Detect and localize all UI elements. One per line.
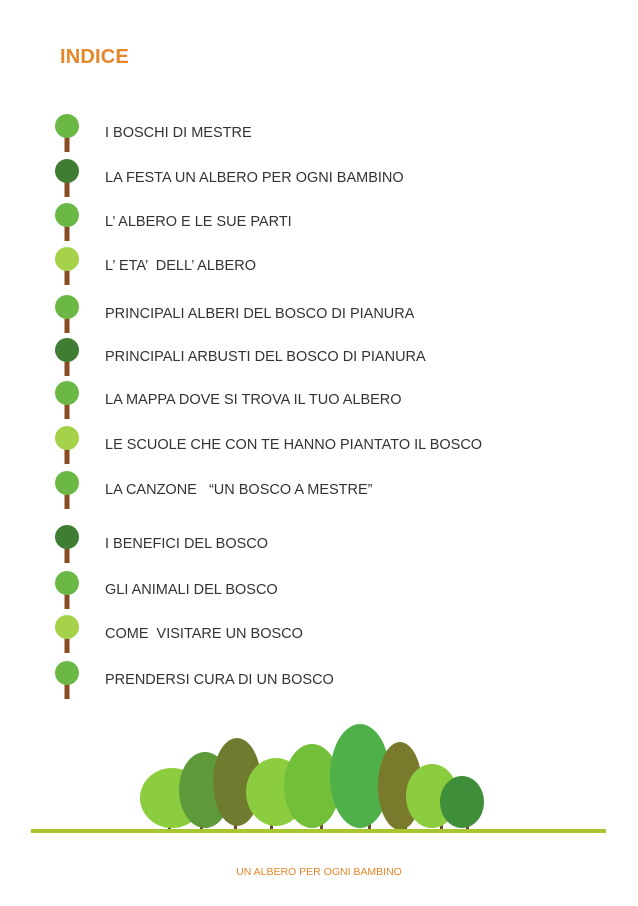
toc-item-label: LA CANZONE “UN BOSCO A MESTRE” (105, 482, 373, 498)
tree-icon (52, 294, 82, 334)
tree-icon (52, 202, 82, 242)
forest-illustration (30, 720, 610, 835)
toc-item-label: I BENEFICI DEL BOSCO (105, 536, 269, 552)
toc-item-label: PRENDERSI CURA DI UN BOSCO (105, 672, 334, 688)
ground-line (31, 829, 606, 833)
toc-item-label: GLI ANIMALI DEL BOSCO (105, 582, 278, 598)
toc-item-label: LA FESTA UN ALBERO PER OGNI BAMBINO (105, 170, 404, 186)
toc-item[interactable] (52, 425, 612, 465)
page-footer: UN ALBERO PER OGNI BAMBINO (236, 866, 402, 878)
tree-icon (52, 380, 82, 420)
toc-item-label: PRINCIPALI ALBERI DEL BOSCO DI PIANURA (105, 306, 415, 322)
tree-icon (52, 614, 82, 654)
tree-icon (52, 425, 82, 465)
page-title: INDICE (60, 46, 129, 68)
tree-icon (52, 470, 82, 510)
toc-item-label: LA MAPPA DOVE SI TROVA IL TUO ALBERO (105, 392, 402, 408)
toc-item[interactable] (52, 524, 612, 564)
toc-item[interactable] (52, 113, 612, 153)
toc-item[interactable] (52, 294, 612, 334)
toc-item-label: L’ ETA’ DELL’ ALBERO (105, 258, 256, 274)
tree-icon (52, 246, 82, 286)
tree-icon (52, 660, 82, 700)
tree-icon (52, 570, 82, 610)
toc-item-label: L’ ALBERO E LE SUE PARTI (105, 214, 292, 230)
toc-item[interactable] (52, 337, 612, 377)
toc-item-label: LE SCUOLE CHE CON TE HANNO PIANTATO IL BOSCO (105, 437, 483, 453)
tree-icon (52, 524, 82, 564)
toc-item[interactable] (52, 246, 612, 286)
toc-item-label: I BOSCHI DI MESTRE (105, 125, 252, 141)
toc-item[interactable] (52, 202, 612, 242)
toc-item[interactable] (52, 570, 612, 610)
toc-item[interactable] (52, 158, 612, 198)
tree-icon (52, 158, 82, 198)
toc-item[interactable] (52, 470, 612, 510)
toc-item-label: PRINCIPALI ARBUSTI DEL BOSCO DI PIANURA (105, 349, 426, 365)
toc-item[interactable] (52, 660, 612, 700)
toc-item[interactable] (52, 614, 612, 654)
tree-icon (52, 337, 82, 377)
tree-icon (52, 113, 82, 153)
toc-item-label: COME VISITARE UN BOSCO (105, 626, 303, 642)
toc-item[interactable] (52, 380, 612, 420)
